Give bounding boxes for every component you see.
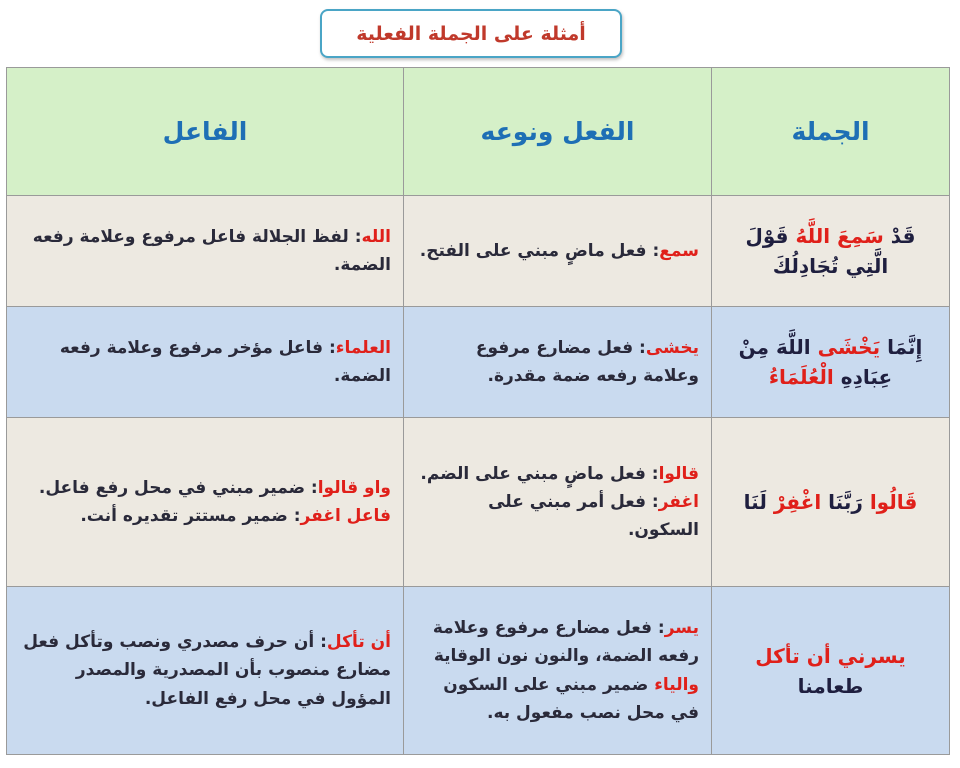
page-title: أمثلة على الجملة الفعلية — [356, 22, 586, 45]
verb-description: : فعل أمر مبني على السكون. — [488, 491, 699, 541]
sentence-highlight: يَخْشَى — [817, 335, 881, 359]
subject-description: : لفظ الجلالة فاعل مرفوع وعلامة رفعه الضمة. — [32, 226, 391, 275]
subject-keyword: الله — [361, 226, 391, 247]
subject-cell — [7, 587, 404, 755]
verb-description: : فعل ماضٍ مبني على الضم. — [420, 463, 659, 484]
sentence-highlight: قَالُوا — [869, 490, 918, 514]
verb-keyword: قالوا — [658, 463, 699, 484]
sentence-text: لَنَا — [743, 490, 774, 514]
verb-description: : فعل مضارع مرفوع وعلامة رفعه ضمة مقدرة. — [475, 337, 699, 386]
subject-description: : ضمير مبني في محل رفع فاعل. — [38, 477, 318, 498]
verb-keyword: يخشى — [645, 337, 699, 358]
verb-cell — [404, 307, 712, 418]
table-row — [7, 418, 950, 587]
subject-cell — [7, 196, 404, 307]
subject-cell — [7, 418, 404, 587]
subject-cell — [7, 307, 404, 418]
sentence-text: إِنَّمَا — [880, 335, 923, 359]
verb-keyword: يسر — [664, 618, 699, 639]
sentence-cell — [712, 587, 950, 755]
sentence-cell — [712, 418, 950, 587]
subject-keyword: أن تأكل — [326, 632, 391, 653]
verbal-sentence-table — [6, 67, 950, 755]
table-row — [7, 307, 950, 418]
sentence-cell — [712, 307, 950, 418]
verb-keyword: سمع — [659, 240, 699, 261]
verb-cell — [404, 418, 712, 587]
header-verb: الفعل ونوعه — [404, 68, 712, 196]
subject-description: : أن حرف مصدري ونصب وتأكل فعل مضارع منصوب بأن المصدرية والمصدر المؤول في محل رفع الفاعل. — [23, 632, 391, 709]
table-header-row — [7, 68, 950, 196]
title-box — [320, 9, 622, 58]
table-row — [7, 587, 950, 755]
verb-keyword: اغفر — [658, 491, 699, 512]
verb-description: : فعل مضارع مرفوع وعلامة رفعه الضمة، والنون نون الوقاية — [432, 618, 699, 667]
header-subject: الفاعل — [7, 68, 404, 196]
verb-description: : فعل ماضٍ مبني على الفتح. — [419, 240, 660, 261]
subject-description: : ضمير مستتر تقديره أنت. — [80, 506, 301, 526]
verb-keyword: والياء — [654, 674, 699, 695]
verb-cell — [404, 587, 712, 755]
subject-description: : فاعل مؤخر مرفوع وعلامة رفعه الضمة. — [59, 337, 391, 386]
sentence-text: قَوْلَ الَّتِي تُجَادِلُكَ — [745, 224, 889, 278]
sentence-text: طعامنا — [797, 673, 864, 698]
subject-keyword: فاعل اغفر — [300, 506, 391, 526]
sentence-highlight: اغْفِرْ — [773, 490, 822, 514]
sentence-text: قَدْ — [883, 224, 916, 248]
sentence-highlight: سَمِعَ اللَّهُ — [795, 224, 884, 248]
sentence-text: اللَّهَ مِنْ عِبَادِهِ — [738, 335, 893, 389]
table-row — [7, 196, 950, 307]
sentence-highlight: أن تأكل — [755, 643, 831, 668]
header-sentence: الجملة — [712, 68, 950, 196]
sentence-highlight: يسرني — [830, 643, 906, 668]
sentence-cell — [712, 196, 950, 307]
subject-keyword: واو قالوا — [317, 477, 391, 498]
sentence-highlight: الْعُلَمَاءُ — [768, 365, 834, 389]
verb-description: ضمير مبني على السكون في محل نصب مفعول به. — [443, 674, 699, 723]
subject-keyword: العلماء — [335, 337, 391, 358]
verb-cell — [404, 196, 712, 307]
sentence-text: رَبَّنَا — [821, 490, 870, 514]
